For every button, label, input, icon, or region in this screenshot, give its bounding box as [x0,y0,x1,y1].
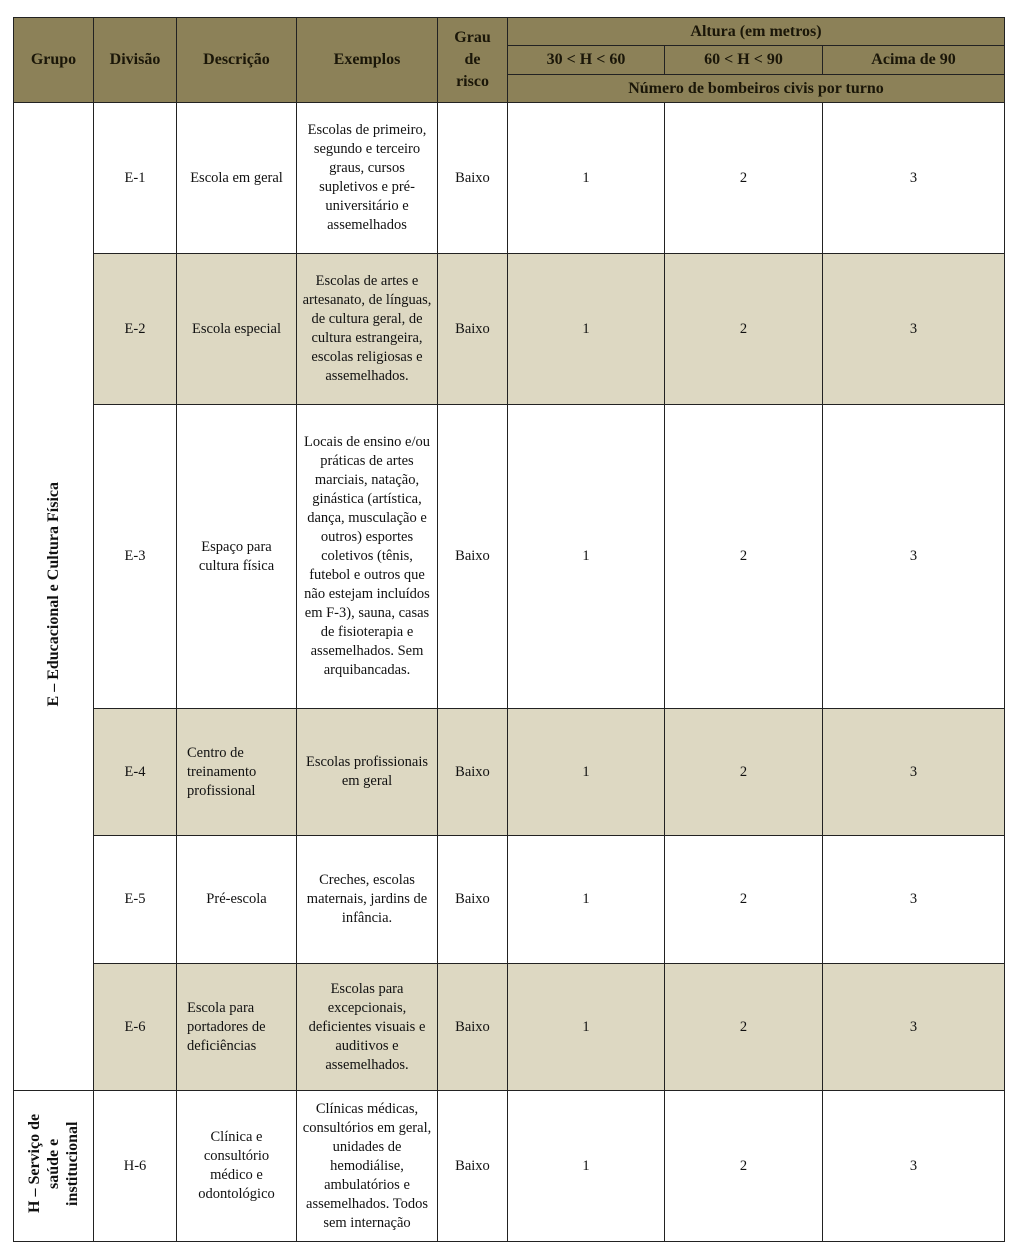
group-label-h: H – Serviço de saúde e institucional [14,1091,94,1242]
risco-cell: Baixo [438,405,508,709]
value-cell: 2 [665,1091,823,1242]
risco-cell: Baixo [438,836,508,964]
exemplos-cell: Escolas para excepcionais, deficientes visuais e auditivos e assemelhados. [297,964,438,1091]
descricao-cell: Centro de treinamento profissional [177,709,297,836]
table-row [14,709,1005,836]
value-cell: 1 [508,103,665,254]
table-row [14,1091,1005,1242]
risco-cell: Baixo [438,964,508,1091]
value-cell: 3 [823,964,1005,1091]
descricao-cell: Escola para portadores de deficiências [177,964,297,1091]
fire-brigade-table [13,17,1005,1242]
header-col-acima-90: Acima de 90 [823,46,1005,75]
divisao-cell: E-4 [94,709,177,836]
header-exemplos: Exemplos [297,18,438,103]
value-cell: 1 [508,709,665,836]
divisao-cell: E-3 [94,405,177,709]
value-cell: 3 [823,103,1005,254]
exemplos-cell: Creches, escolas maternais, jardins de infância. [297,836,438,964]
exemplos-cell: Escolas de artes e artesanato, de línguas, de cultura geral, de cultura estrangeira, escolas religiosas e assemelhados. [297,254,438,405]
value-cell: 3 [823,405,1005,709]
value-cell: 1 [508,836,665,964]
descricao-cell: Espaço para cultura física [177,405,297,709]
value-cell: 1 [508,964,665,1091]
value-cell: 3 [823,254,1005,405]
value-cell: 2 [665,254,823,405]
divisao-cell: E-5 [94,836,177,964]
descricao-cell: Clínica e consultório médico e odontológico [177,1091,297,1242]
table-row [14,103,1005,254]
header-descricao: Descrição [177,18,297,103]
header-divisao: Divisão [94,18,177,103]
value-cell: 2 [665,836,823,964]
table-row [14,964,1005,1091]
divisao-cell: E-2 [94,254,177,405]
descricao-cell: Escola especial [177,254,297,405]
descricao-cell: Escola em geral [177,103,297,254]
descricao-cell: Pré-escola [177,836,297,964]
exemplos-cell: Escolas de primeiro, segundo e terceiro graus, cursos supletivos e pré-universitário e assemelhados [297,103,438,254]
value-cell: 3 [823,709,1005,836]
value-cell: 2 [665,103,823,254]
risco-cell: Baixo [438,103,508,254]
divisao-cell: H-6 [94,1091,177,1242]
exemplos-cell: Clínicas médicas, consultórios em geral, unidades de hemodiálise, ambulatórios e assemelhados. Todos sem internação [297,1091,438,1242]
header-numero-bombeiros: Número de bombeiros civis por turno [508,75,1005,103]
risco-cell: Baixo [438,1091,508,1242]
table-row [14,836,1005,964]
divisao-cell: E-1 [94,103,177,254]
header-altura: Altura (em metros) [508,18,1005,46]
group-label-e: E – Educacional e Cultura Física [14,103,94,1091]
exemplos-cell: Escolas profissionais em geral [297,709,438,836]
header-grau-risco: Grau de risco [438,18,508,103]
table-row [14,405,1005,709]
header-col-60-90: 60 < H < 90 [665,46,823,75]
value-cell: 2 [665,964,823,1091]
table-row [14,254,1005,405]
header-grupo: Grupo [14,18,94,103]
value-cell: 3 [823,1091,1005,1242]
value-cell: 1 [508,254,665,405]
header-col-30-60: 30 < H < 60 [508,46,665,75]
risco-cell: Baixo [438,709,508,836]
value-cell: 3 [823,836,1005,964]
value-cell: 1 [508,405,665,709]
value-cell: 2 [665,709,823,836]
divisao-cell: E-6 [94,964,177,1091]
risco-cell: Baixo [438,254,508,405]
value-cell: 1 [508,1091,665,1242]
value-cell: 2 [665,405,823,709]
exemplos-cell: Locais de ensino e/ou práticas de artes marciais, natação, ginástica (artística, dança, musculação e outros) esportes coletivos (tênis, futebol e outros que não estejam incluídos em F-3), sauna, casas de fisioterapia e assemelhados. Sem arquibancadas. [297,405,438,709]
